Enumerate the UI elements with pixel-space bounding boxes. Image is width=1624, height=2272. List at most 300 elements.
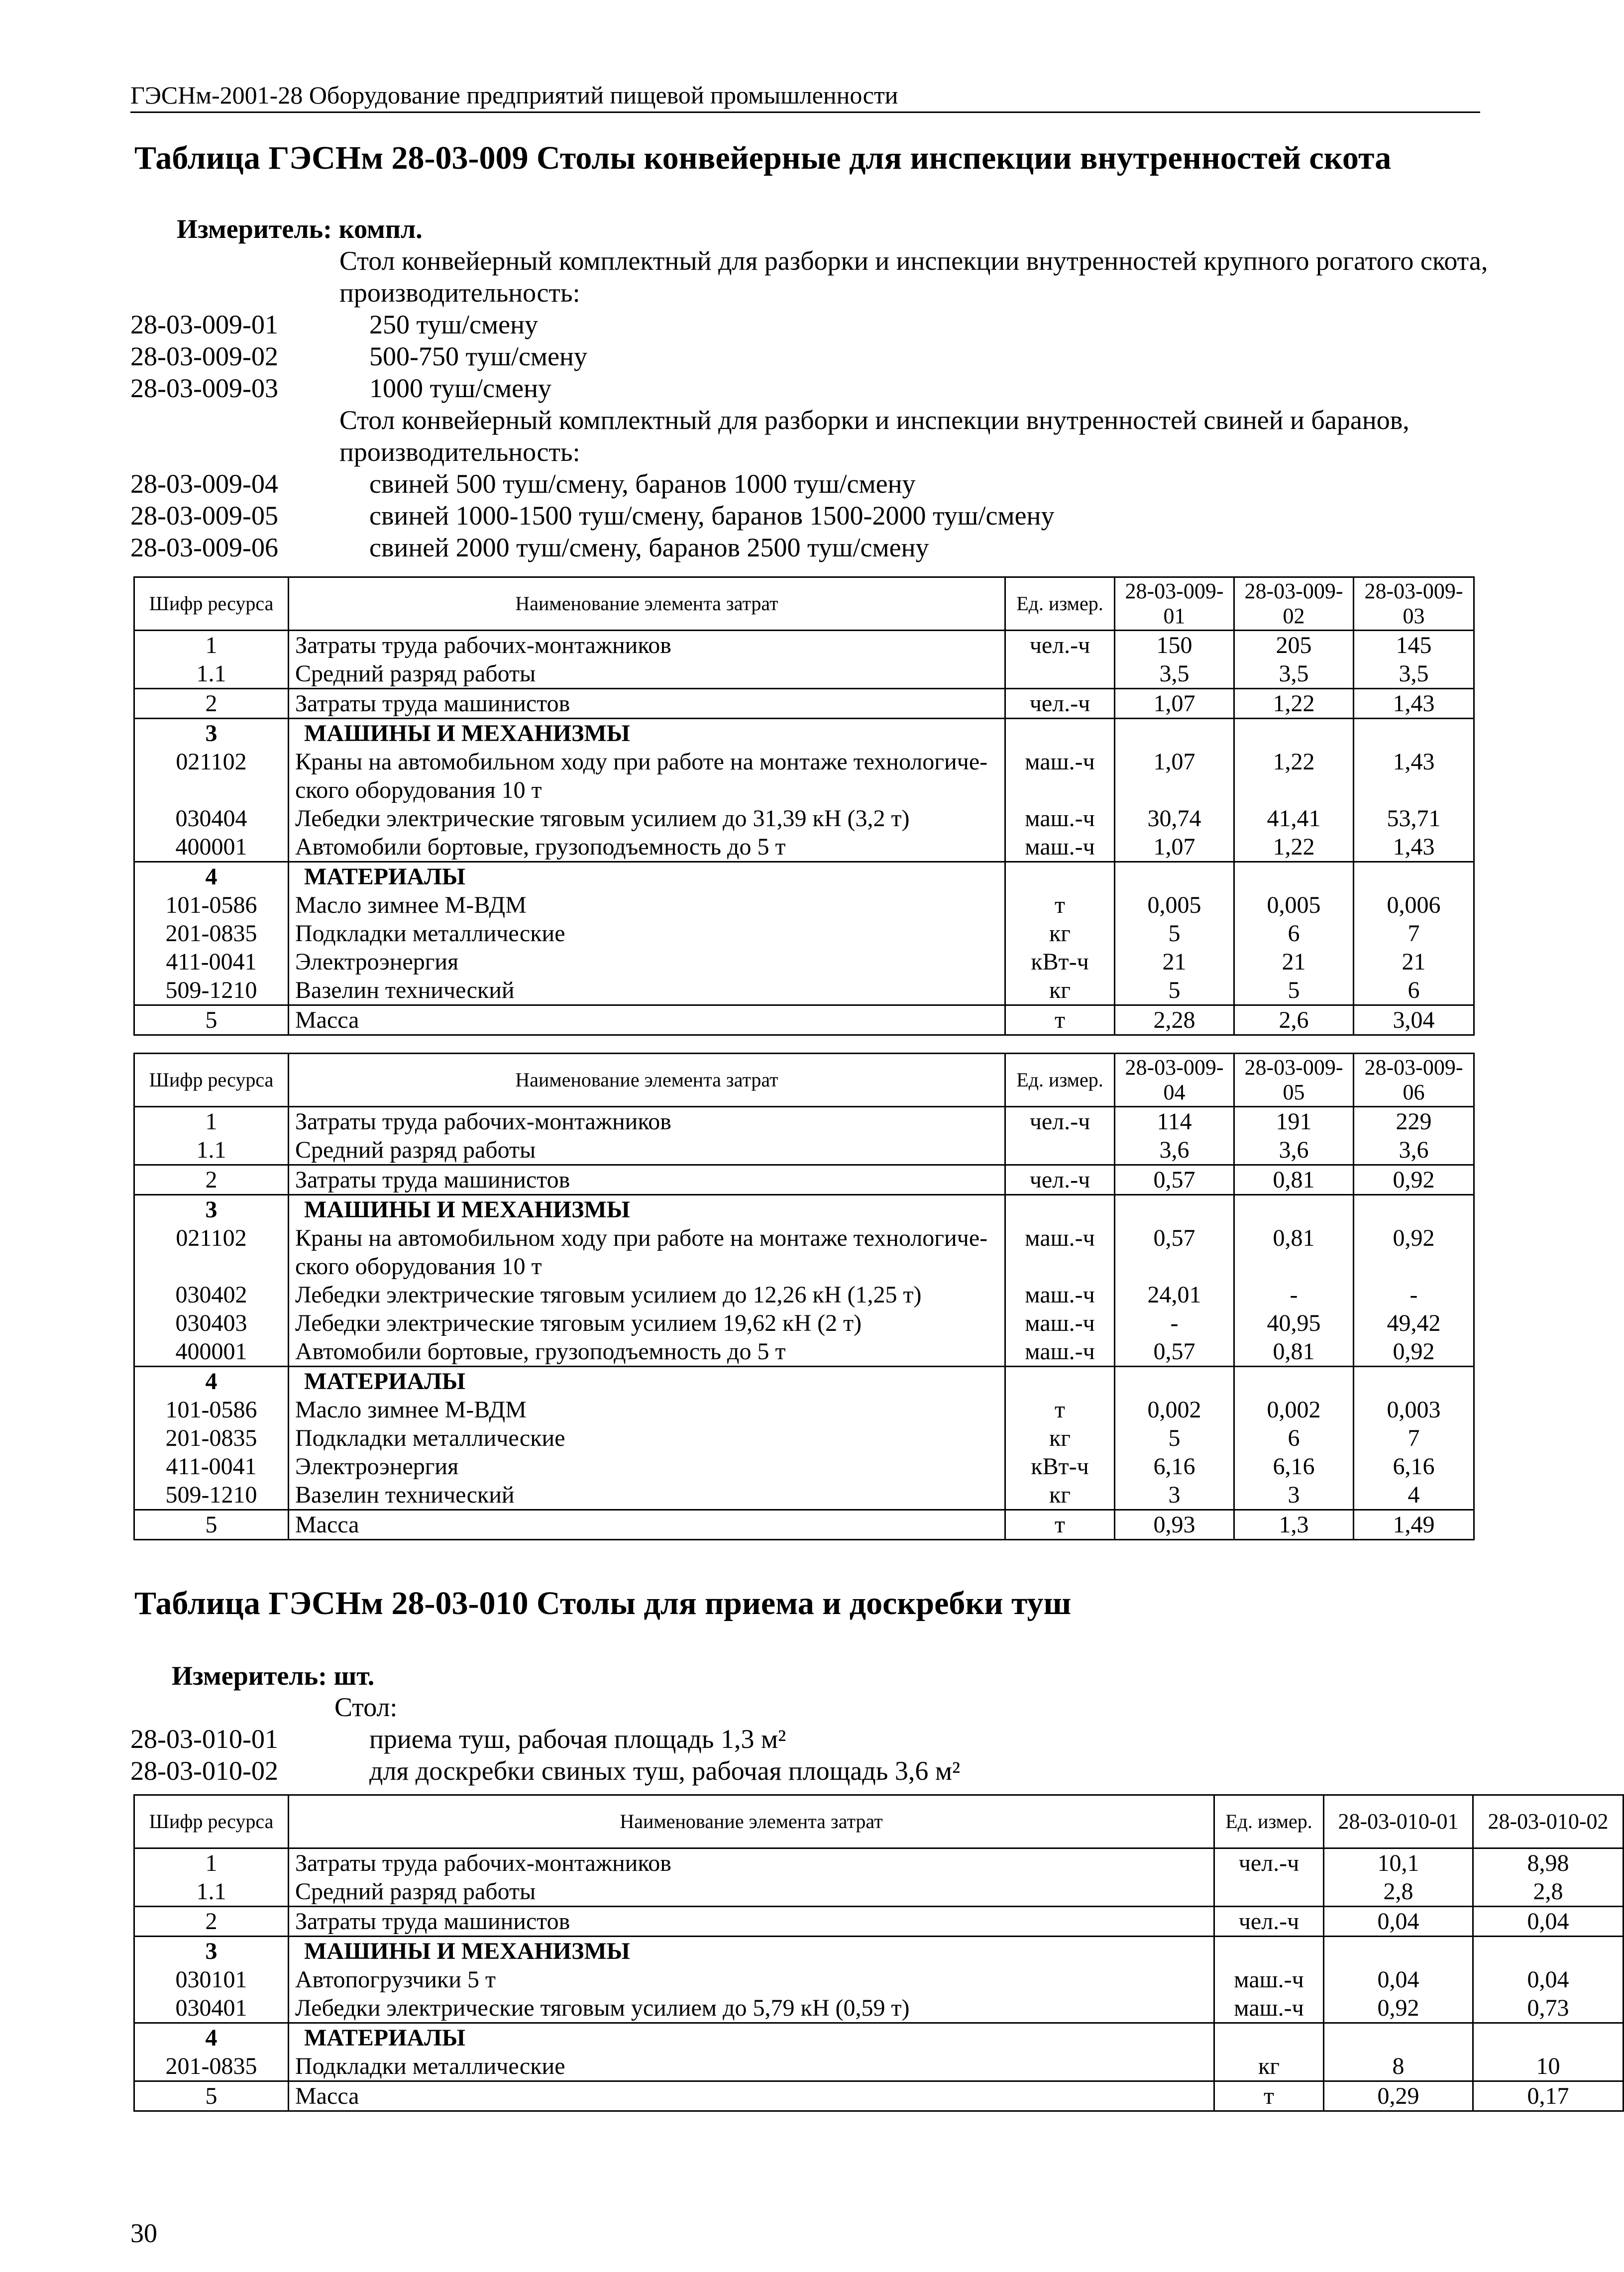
table-row bbox=[134, 1107, 1474, 1136]
cell-value: 2,8 bbox=[1324, 1877, 1473, 1907]
table-row bbox=[134, 1452, 1474, 1481]
cell-name: Затраты труда рабочих-монтажников bbox=[289, 1848, 1214, 1878]
measure-009 bbox=[177, 213, 423, 245]
cell-code: 400001 bbox=[134, 833, 289, 862]
cell-name: Вазелин технический bbox=[289, 976, 1005, 1005]
cell-code: 5 bbox=[134, 1005, 289, 1035]
cell-value: 0,93 bbox=[1115, 1510, 1234, 1540]
cell-code: 509-1210 bbox=[134, 976, 289, 1005]
cell-unit: маш.-ч bbox=[1005, 1309, 1115, 1337]
item-code: 28-03-009-03 bbox=[130, 373, 278, 403]
cell-name: Краны на автомобильном ходу при работе на монтаже технологиче-ского оборудования 10 т bbox=[289, 1224, 1005, 1281]
cell-value: 6 bbox=[1354, 976, 1474, 1005]
cell-value: 6,16 bbox=[1354, 1452, 1474, 1481]
cell-name: Масса bbox=[289, 1005, 1005, 1035]
cell-unit: кВт-ч bbox=[1005, 1452, 1115, 1481]
cell-unit: т bbox=[1214, 2081, 1324, 2111]
cell-value: 0,57 bbox=[1115, 1224, 1234, 1281]
cell-value: 1,3 bbox=[1234, 1510, 1354, 1540]
cell-value bbox=[1354, 1367, 1474, 1396]
cell-code: 201-0835 bbox=[134, 2052, 289, 2081]
table-row bbox=[134, 1965, 1624, 1994]
cell-unit: маш.-ч bbox=[1214, 1994, 1324, 2023]
cell-value: 0,81 bbox=[1234, 1224, 1354, 1281]
cell-unit: маш.-ч bbox=[1005, 1337, 1115, 1367]
table-row bbox=[134, 1281, 1474, 1309]
cell-code: 509-1210 bbox=[134, 1481, 289, 1510]
cell-name: Лебедки электрические тяговым усилием до 31,39 кН (3,2 т) bbox=[289, 804, 1005, 833]
cell-code: 021102 bbox=[134, 748, 289, 804]
cell-code: 3 bbox=[134, 1195, 289, 1224]
measure-010 bbox=[172, 1660, 374, 1692]
table-row bbox=[134, 1510, 1474, 1540]
cell-value: 0,92 bbox=[1354, 1337, 1474, 1367]
cell-value bbox=[1324, 1937, 1473, 1966]
header-col: 28-03-009-02 bbox=[1234, 577, 1354, 631]
cell-value: 6,16 bbox=[1234, 1452, 1354, 1481]
cell-unit: чел.-ч bbox=[1214, 1848, 1324, 1878]
cell-unit bbox=[1214, 1877, 1324, 1907]
cell-value: 1,07 bbox=[1115, 748, 1234, 804]
cell-value bbox=[1324, 2023, 1473, 2053]
table-row bbox=[134, 948, 1474, 976]
cell-code: 030404 bbox=[134, 804, 289, 833]
cell-value bbox=[1234, 719, 1354, 748]
cell-unit bbox=[1214, 1937, 1324, 1966]
cell-code: 021102 bbox=[134, 1224, 289, 1281]
cell-code: 1 bbox=[134, 1107, 289, 1136]
cell-value bbox=[1354, 719, 1474, 748]
cell-value bbox=[1473, 2023, 1624, 2053]
table-009-a bbox=[133, 576, 1475, 1036]
header-code: Шифр ресурса bbox=[134, 1054, 289, 1107]
list-item bbox=[130, 500, 1489, 532]
cell-name: Электроэнергия bbox=[289, 1452, 1005, 1481]
cell-unit: чел.-ч bbox=[1005, 1165, 1115, 1195]
cell-value: 0,73 bbox=[1473, 1994, 1624, 2023]
cell-unit bbox=[1214, 2023, 1324, 2053]
cell-name: Лебедки электрические тяговым усилием до 5,79 кН (0,59 т) bbox=[289, 1994, 1214, 2023]
cell-code: 3 bbox=[134, 1937, 289, 1966]
table-row bbox=[134, 748, 1474, 804]
cell-code: 101-0586 bbox=[134, 1396, 289, 1424]
cell-unit bbox=[1005, 1195, 1115, 1224]
page-number: 30 bbox=[130, 2218, 157, 2248]
cell-value: 3 bbox=[1234, 1481, 1354, 1510]
list-item bbox=[130, 1755, 1489, 1787]
cell-value: 41,41 bbox=[1234, 804, 1354, 833]
cell-value bbox=[1354, 1195, 1474, 1224]
item-code: 28-03-009-01 bbox=[130, 310, 278, 339]
cell-unit: маш.-ч bbox=[1005, 1224, 1115, 1281]
measure-value: компл. bbox=[338, 214, 423, 244]
table-row bbox=[134, 1337, 1474, 1367]
cell-code: 3 bbox=[134, 719, 289, 748]
list-item bbox=[130, 468, 1489, 500]
cell-unit: т bbox=[1005, 891, 1115, 919]
cell-name: Автопогрузчики 5 т bbox=[289, 1965, 1214, 1994]
cell-value: 1,43 bbox=[1354, 689, 1474, 719]
cell-value: 1,43 bbox=[1354, 748, 1474, 804]
cell-value: 1,22 bbox=[1234, 833, 1354, 862]
cell-name: Средний разряд работы bbox=[289, 1136, 1005, 1165]
cell-value: 1,07 bbox=[1115, 833, 1234, 862]
cell-code: 1 bbox=[134, 1848, 289, 1878]
cell-value: 191 bbox=[1234, 1107, 1354, 1136]
cell-code: 411-0041 bbox=[134, 948, 289, 976]
running-header: ГЭСНм-2001-28 Оборудование предприятий пищевой промышленности bbox=[130, 79, 1480, 113]
cell-value: 53,71 bbox=[1354, 804, 1474, 833]
cell-value: 21 bbox=[1115, 948, 1234, 976]
cell-code: 400001 bbox=[134, 1337, 289, 1367]
header-col: 28-03-009-03 bbox=[1354, 577, 1474, 631]
cell-name: Вазелин технический bbox=[289, 1481, 1005, 1510]
group1-text: Стол конвейерный комплектный для разборки и инспекции внутренностей крупного рогатого скота, производительность: bbox=[339, 246, 1488, 308]
table-row bbox=[134, 2081, 1624, 2111]
cell-value: 6 bbox=[1234, 919, 1354, 948]
cell-value: 1,43 bbox=[1354, 833, 1474, 862]
cell-value: 6,16 bbox=[1115, 1452, 1234, 1481]
cell-value: 0,005 bbox=[1115, 891, 1234, 919]
table-row bbox=[134, 1907, 1624, 1937]
cell-name: МАТЕРИАЛЫ bbox=[289, 1367, 1005, 1396]
table-010 bbox=[133, 1794, 1624, 2112]
cell-name: МАТЕРИАЛЫ bbox=[289, 2023, 1214, 2053]
intro-010 bbox=[130, 1691, 1489, 1787]
cell-value: 5 bbox=[1234, 976, 1354, 1005]
cell-name: Электроэнергия bbox=[289, 948, 1005, 976]
item-desc: свиней 500 туш/смену, баранов 1000 туш/смену bbox=[369, 469, 916, 499]
cell-value: 0,92 bbox=[1354, 1224, 1474, 1281]
cell-unit: кВт-ч bbox=[1005, 948, 1115, 976]
list-item bbox=[130, 532, 1489, 563]
cell-value: 3,6 bbox=[1234, 1136, 1354, 1165]
cell-value: - bbox=[1354, 1281, 1474, 1309]
cell-name: Средний разряд работы bbox=[289, 659, 1005, 689]
cell-value: 0,003 bbox=[1354, 1396, 1474, 1424]
cell-value: 0,92 bbox=[1354, 1165, 1474, 1195]
cell-name: Масса bbox=[289, 1510, 1005, 1540]
cell-code: 1.1 bbox=[134, 659, 289, 689]
cell-value: 1,22 bbox=[1234, 689, 1354, 719]
cell-value: 4 bbox=[1354, 1481, 1474, 1510]
cell-value: 0,92 bbox=[1324, 1994, 1473, 2023]
cell-value bbox=[1234, 1195, 1354, 1224]
cell-value: 3,5 bbox=[1234, 659, 1354, 689]
cell-value: 0,17 bbox=[1473, 2081, 1624, 2111]
cell-unit: чел.-ч bbox=[1005, 689, 1115, 719]
table-row bbox=[134, 891, 1474, 919]
cell-value bbox=[1115, 862, 1234, 891]
cell-name: Масло зимнее М-ВДМ bbox=[289, 891, 1005, 919]
cell-value: 10 bbox=[1473, 2052, 1624, 2081]
cell-value: 40,95 bbox=[1234, 1309, 1354, 1337]
cell-name: Средний разряд работы bbox=[289, 1877, 1214, 1907]
cell-value: 229 bbox=[1354, 1107, 1474, 1136]
cell-unit: чел.-ч bbox=[1214, 1907, 1324, 1937]
cell-unit: маш.-ч bbox=[1005, 1281, 1115, 1309]
table-row bbox=[134, 659, 1474, 689]
cell-name: Подкладки металлические bbox=[289, 919, 1005, 948]
item-desc: 1000 туш/смену bbox=[369, 373, 551, 403]
item-code: 28-03-010-02 bbox=[130, 1756, 278, 1786]
table-row bbox=[134, 1481, 1474, 1510]
cell-value: 0,81 bbox=[1234, 1165, 1354, 1195]
cell-name: Масло зимнее М-ВДМ bbox=[289, 1396, 1005, 1424]
cell-value: 0,57 bbox=[1115, 1337, 1234, 1367]
cell-value: 0,04 bbox=[1324, 1907, 1473, 1937]
table-009-b bbox=[133, 1053, 1475, 1540]
item-desc: для доскребки свиных туш, рабочая площадь 3,6 м² bbox=[369, 1756, 961, 1786]
cell-value bbox=[1115, 1367, 1234, 1396]
cell-code: 1.1 bbox=[134, 1877, 289, 1907]
cell-name: Затраты труда рабочих-монтажников bbox=[289, 1107, 1005, 1136]
header-col: 28-03-010-02 bbox=[1473, 1795, 1624, 1848]
header-col: 28-03-009-05 bbox=[1234, 1054, 1354, 1107]
cell-code: 2 bbox=[134, 1165, 289, 1195]
cell-value: 3 bbox=[1115, 1481, 1234, 1510]
cell-code: 201-0835 bbox=[134, 1424, 289, 1452]
header-name: Наименование элемента затрат bbox=[289, 1054, 1005, 1107]
cell-code: 030401 bbox=[134, 1994, 289, 2023]
cell-unit: чел.-ч bbox=[1005, 1107, 1115, 1136]
cell-name: Подкладки металлические bbox=[289, 2052, 1214, 2081]
cell-unit: чел.-ч bbox=[1005, 631, 1115, 660]
header-col: 28-03-009-01 bbox=[1115, 577, 1234, 631]
cell-unit: кг bbox=[1005, 1481, 1115, 1510]
table-row bbox=[134, 833, 1474, 862]
cell-code: 5 bbox=[134, 1510, 289, 1540]
table-row bbox=[134, 1994, 1624, 2023]
cell-value: 1,07 bbox=[1115, 689, 1234, 719]
cell-code: 030402 bbox=[134, 1281, 289, 1309]
cell-value: 30,74 bbox=[1115, 804, 1234, 833]
table-row bbox=[134, 719, 1474, 748]
cell-value: 3,5 bbox=[1115, 659, 1234, 689]
item-desc: приема туш, рабочая площадь 1,3 м² bbox=[369, 1724, 786, 1754]
cell-value: 21 bbox=[1354, 948, 1474, 976]
cell-unit: кг bbox=[1005, 1424, 1115, 1452]
cell-value: 2,28 bbox=[1115, 1005, 1234, 1035]
cell-value bbox=[1473, 1937, 1624, 1966]
cell-value: 5 bbox=[1115, 1424, 1234, 1452]
cell-value: 150 bbox=[1115, 631, 1234, 660]
cell-value: 114 bbox=[1115, 1107, 1234, 1136]
cell-unit: т bbox=[1005, 1510, 1115, 1540]
cell-value: 0,29 bbox=[1324, 2081, 1473, 2111]
cell-unit: т bbox=[1005, 1005, 1115, 1035]
cell-name: МАШИНЫ И МЕХАНИЗМЫ bbox=[289, 1937, 1214, 1966]
cell-value: 1,49 bbox=[1354, 1510, 1474, 1540]
cell-unit bbox=[1005, 719, 1115, 748]
cell-value: 6 bbox=[1234, 1424, 1354, 1452]
cell-value: 3,6 bbox=[1354, 1136, 1474, 1165]
cell-value: 8 bbox=[1324, 2052, 1473, 2081]
cell-name: Масса bbox=[289, 2081, 1214, 2111]
cell-name: МАТЕРИАЛЫ bbox=[289, 862, 1005, 891]
cell-value: 3,6 bbox=[1115, 1136, 1234, 1165]
item-desc: 250 туш/смену bbox=[369, 310, 538, 339]
item-code: 28-03-010-01 bbox=[130, 1724, 278, 1754]
measure-value: шт. bbox=[333, 1661, 375, 1691]
item-desc: 500-750 туш/смену bbox=[369, 341, 587, 371]
cell-name: МАШИНЫ И МЕХАНИЗМЫ bbox=[289, 719, 1005, 748]
cell-unit: кг bbox=[1005, 976, 1115, 1005]
group1-text: Стол: bbox=[334, 1692, 398, 1722]
cell-code: 4 bbox=[134, 1367, 289, 1396]
cell-code: 030403 bbox=[134, 1309, 289, 1337]
cell-name: Подкладки металлические bbox=[289, 1424, 1005, 1452]
table-row bbox=[134, 1937, 1624, 1966]
table-row bbox=[134, 1367, 1474, 1396]
cell-code: 2 bbox=[134, 689, 289, 719]
cell-value: 24,01 bbox=[1115, 1281, 1234, 1309]
item-code: 28-03-009-06 bbox=[130, 533, 278, 562]
cell-value: 0,57 bbox=[1115, 1165, 1234, 1195]
cell-value bbox=[1234, 862, 1354, 891]
cell-value: 2,8 bbox=[1473, 1877, 1624, 1907]
cell-value: 8,98 bbox=[1473, 1848, 1624, 1878]
cell-value: 0,04 bbox=[1324, 1965, 1473, 1994]
item-code: 28-03-009-04 bbox=[130, 469, 278, 499]
item-desc: свиней 2000 туш/смену, баранов 2500 туш/смену bbox=[369, 533, 929, 562]
table-row bbox=[134, 1195, 1474, 1224]
cell-value: 21 bbox=[1234, 948, 1354, 976]
table-row bbox=[134, 2023, 1624, 2053]
group2-text: Стол конвейерный комплектный для разборки и инспекции внутренностей свиней и баранов, производительность: bbox=[339, 405, 1409, 467]
cell-value: 2,6 bbox=[1234, 1005, 1354, 1035]
list-item bbox=[130, 372, 1489, 404]
cell-value: 3,04 bbox=[1354, 1005, 1474, 1035]
cell-value: 0,006 bbox=[1354, 891, 1474, 919]
cell-value: 3,5 bbox=[1354, 659, 1474, 689]
cell-unit: маш.-ч bbox=[1214, 1965, 1324, 1994]
cell-name: Краны на автомобильном ходу при работе на монтаже технологиче-ского оборудования 10 т bbox=[289, 748, 1005, 804]
table-010-title: Таблица ГЭСНм 28-03-010 Столы для приема и доскребки туш bbox=[134, 1585, 1072, 1622]
table-row bbox=[134, 1396, 1474, 1424]
cell-value bbox=[1234, 1367, 1354, 1396]
table-row bbox=[134, 862, 1474, 891]
table-row bbox=[134, 976, 1474, 1005]
table-row bbox=[134, 1848, 1624, 1878]
table-row bbox=[134, 1165, 1474, 1195]
cell-value bbox=[1354, 862, 1474, 891]
table-row bbox=[134, 1309, 1474, 1337]
list-item bbox=[130, 1723, 1489, 1755]
cell-code: 1.1 bbox=[134, 1136, 289, 1165]
cell-unit bbox=[1005, 862, 1115, 891]
cell-value: 145 bbox=[1354, 631, 1474, 660]
intro-009 bbox=[130, 245, 1489, 563]
cell-value: 7 bbox=[1354, 1424, 1474, 1452]
cell-unit: маш.-ч bbox=[1005, 804, 1115, 833]
cell-unit: кг bbox=[1214, 2052, 1324, 2081]
list-item bbox=[130, 309, 1489, 340]
cell-unit: т bbox=[1005, 1396, 1115, 1424]
table-row bbox=[134, 1877, 1624, 1907]
table-row bbox=[134, 1005, 1474, 1035]
cell-name: Лебедки электрические тяговым усилием 19,62 кН (2 т) bbox=[289, 1309, 1005, 1337]
cell-code: 5 bbox=[134, 2081, 289, 2111]
cell-code: 4 bbox=[134, 862, 289, 891]
cell-code: 101-0586 bbox=[134, 891, 289, 919]
table-row bbox=[134, 2052, 1624, 2081]
header-unit: Ед. измер. bbox=[1005, 1054, 1115, 1107]
cell-value: 5 bbox=[1115, 976, 1234, 1005]
cell-unit: кг bbox=[1005, 919, 1115, 948]
table-row bbox=[134, 804, 1474, 833]
cell-value: 1,22 bbox=[1234, 748, 1354, 804]
cell-code: 201-0835 bbox=[134, 919, 289, 948]
cell-name: Затраты труда рабочих-монтажников bbox=[289, 631, 1005, 660]
cell-value bbox=[1115, 1195, 1234, 1224]
item-code: 28-03-009-02 bbox=[130, 341, 278, 371]
cell-value: 0,04 bbox=[1473, 1907, 1624, 1937]
cell-code: 2 bbox=[134, 1907, 289, 1937]
cell-name: Затраты труда машинистов bbox=[289, 689, 1005, 719]
header-name: Наименование элемента затрат bbox=[289, 577, 1005, 631]
cell-value: 0,005 bbox=[1234, 891, 1354, 919]
cell-code: 411-0041 bbox=[134, 1452, 289, 1481]
table-row bbox=[134, 631, 1474, 660]
table-009-title: Таблица ГЭСНм 28-03-009 Столы конвейерные для инспекции внутренностей скота bbox=[134, 140, 1392, 176]
cell-name: Автомобили бортовые, грузоподъемность до 5 т bbox=[289, 1337, 1005, 1367]
cell-value: 0,04 bbox=[1473, 1965, 1624, 1994]
cell-value: 0,002 bbox=[1234, 1396, 1354, 1424]
measure-label: Измеритель: bbox=[172, 1661, 327, 1691]
cell-value: 5 bbox=[1115, 919, 1234, 948]
table-row bbox=[134, 1224, 1474, 1281]
measure-label: Измеритель: bbox=[177, 214, 332, 244]
header-unit: Ед. измер. bbox=[1005, 577, 1115, 631]
cell-name: Затраты труда машинистов bbox=[289, 1165, 1005, 1195]
cell-name: Лебедки электрические тяговым усилием до 12,26 кН (1,25 т) bbox=[289, 1281, 1005, 1309]
header-code: Шифр ресурса bbox=[134, 577, 289, 631]
header-code: Шифр ресурса bbox=[134, 1795, 289, 1848]
table-row bbox=[134, 919, 1474, 948]
cell-unit: маш.-ч bbox=[1005, 833, 1115, 862]
cell-value: 7 bbox=[1354, 919, 1474, 948]
cell-value: 205 bbox=[1234, 631, 1354, 660]
cell-unit: маш.-ч bbox=[1005, 748, 1115, 804]
list-item bbox=[130, 340, 1489, 372]
table-row bbox=[134, 689, 1474, 719]
cell-unit bbox=[1005, 1367, 1115, 1396]
cell-unit bbox=[1005, 1136, 1115, 1165]
cell-name: Автомобили бортовые, грузоподъемность до 5 т bbox=[289, 833, 1005, 862]
cell-code: 4 bbox=[134, 2023, 289, 2053]
header-col: 28-03-009-04 bbox=[1115, 1054, 1234, 1107]
cell-value: 0,002 bbox=[1115, 1396, 1234, 1424]
cell-code: 1 bbox=[134, 631, 289, 660]
table-row bbox=[134, 1136, 1474, 1165]
cell-value: 49,42 bbox=[1354, 1309, 1474, 1337]
cell-value: 0,81 bbox=[1234, 1337, 1354, 1367]
cell-unit bbox=[1005, 659, 1115, 689]
header-name: Наименование элемента затрат bbox=[289, 1795, 1214, 1848]
cell-value: - bbox=[1234, 1281, 1354, 1309]
cell-value bbox=[1115, 719, 1234, 748]
cell-name: МАШИНЫ И МЕХАНИЗМЫ bbox=[289, 1195, 1005, 1224]
cell-value: - bbox=[1115, 1309, 1234, 1337]
item-code: 28-03-009-05 bbox=[130, 501, 278, 531]
header-unit: Ед. измер. bbox=[1214, 1795, 1324, 1848]
cell-code: 030101 bbox=[134, 1965, 289, 1994]
table-row bbox=[134, 1424, 1474, 1452]
item-desc: свиней 1000-1500 туш/смену, баранов 1500-2000 туш/смену bbox=[369, 501, 1055, 531]
header-col: 28-03-009-06 bbox=[1354, 1054, 1474, 1107]
cell-name: Затраты труда машинистов bbox=[289, 1907, 1214, 1937]
